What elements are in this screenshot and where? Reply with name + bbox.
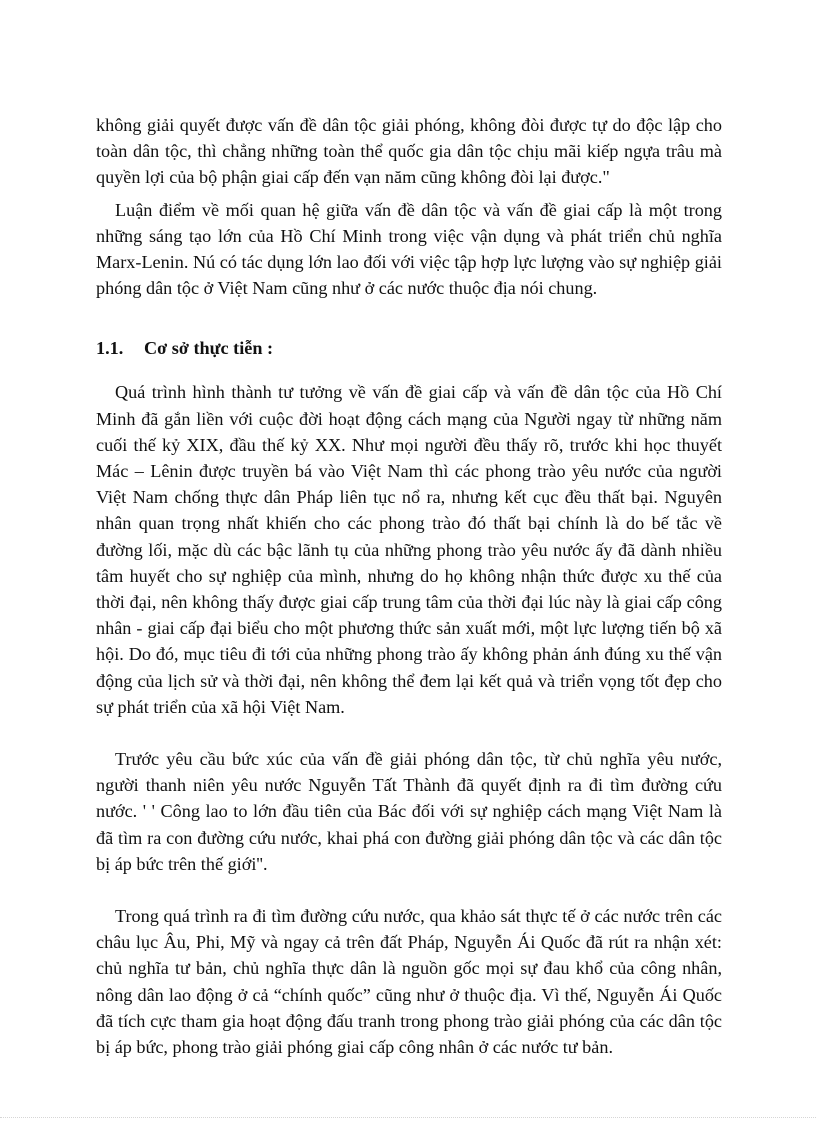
section-heading xyxy=(96,335,722,361)
paragraph-relationship-thesis: Luận điểm về mối quan hệ giữa vấn đề dân tộc và vấn đề giai cấp là một trong những sáng tạo lớn của Hồ Chí Minh trong việc vận dụng và phát triển chủ nghĩa Marx-Lenin. Nú có tác dụng lớn lao đối với việc tập hợp lực lượng vào sự nghiệp giải phóng dân tộc ở Việt Nam cũng như ở các nước thuộc địa nói chung. xyxy=(96,199,722,299)
section-title: Cơ sở thực tiễn : xyxy=(144,338,274,359)
document-page xyxy=(96,112,722,1060)
section-number: 1.1. xyxy=(96,338,124,359)
paragraph-observation: Trong quá trình ra đi tìm đường cứu nước, qua khảo sát thực tế ở các nước trên các châu lục Âu, Phi, Mỹ và ngay cả trên đất Pháp, Nguyễn Ái Quốc đã rút ra nhận xét: chủ nghĩa tư bản, chủ nghĩa thực dân là nguồn gốc mọi sự đau khổ của công nhân, nông dân lao động ở cả “chính quốc” cũng như ở thuộc địa. Vì thế, Nguyễn Ái Quốc đã tích cực tham gia hoạt động đấu tranh trong phong trào giải phóng của các dân tộc bị áp bức, phong trào giải phóng giai cấp công nhân ở các nước tư bản. xyxy=(96,906,722,1058)
page-bottom-divider xyxy=(0,1117,816,1118)
paragraph-continued-quote: không giải quyết được vấn đề dân tộc giải phóng, không đòi được tự do độc lập cho toàn dân tộc, thì chẳng những toàn thể quốc gia dân tộc chịu mãi kiếp ngựa trâu mà quyền lợi của bộ phận giai cấp đến vạn năm cũng không đòi lại được." xyxy=(96,115,722,188)
paragraph-departure: Trước yêu cầu bức xúc của vấn đề giải phóng dân tộc, từ chủ nghĩa yêu nước, người thanh niên yêu nước Nguyễn Tất Thành đã quyết định ra đi tìm đường cứu nước. ' ' Công lao to lớn đầu tiên của Bác đối với sự nghiệp cách mạng Việt Nam là đã tìm ra con đường cứu nước, khai phá con đường giải phóng dân tộc và các dân tộc bị áp bức trên thế giới''. xyxy=(96,749,722,874)
paragraph-formation-process: Quá trình hình thành tư tưởng về vấn đề giai cấp và vấn đề dân tộc của Hồ Chí Minh đã gắn liền với cuộc đời hoạt động cách mạng của Người ngay từ những năm cuối thế kỷ XIX, đầu thế kỷ XX. Như mọi người đều thấy rõ, trước khi học thuyết Mác – Lênin được truyền bá vào Việt Nam thì các phong trào yêu nước của người Việt Nam chống thực dân Pháp liên tục nổ ra, nhưng kết cục đều thất bại. Nguyên nhân quan trọng nhất khiến cho các phong trào đó thất bại chính là do bế tắc về đường lối, mặc dù các bậc lãnh tụ của những phong trào yêu nước ấy đã dành nhiều tâm huyết cho sự nghiệp của mình, nhưng do họ không nhận thức được xu thế của thời đại, nên không thấy được giai cấp trung tâm của thời đại lúc này là giai cấp công nhân - giai cấp đại biểu cho một phương thức sản xuất mới, một lực lượng tiến bộ xã hội. Do đó, mục tiêu đi tới của những phong trào ấy không phản ánh đúng xu thế vận động của lịch sử và thời đại, nên không thể đem lại kết quả và triển vọng tốt đẹp cho sự phát triển của xã hội Việt Nam. xyxy=(96,382,722,717)
